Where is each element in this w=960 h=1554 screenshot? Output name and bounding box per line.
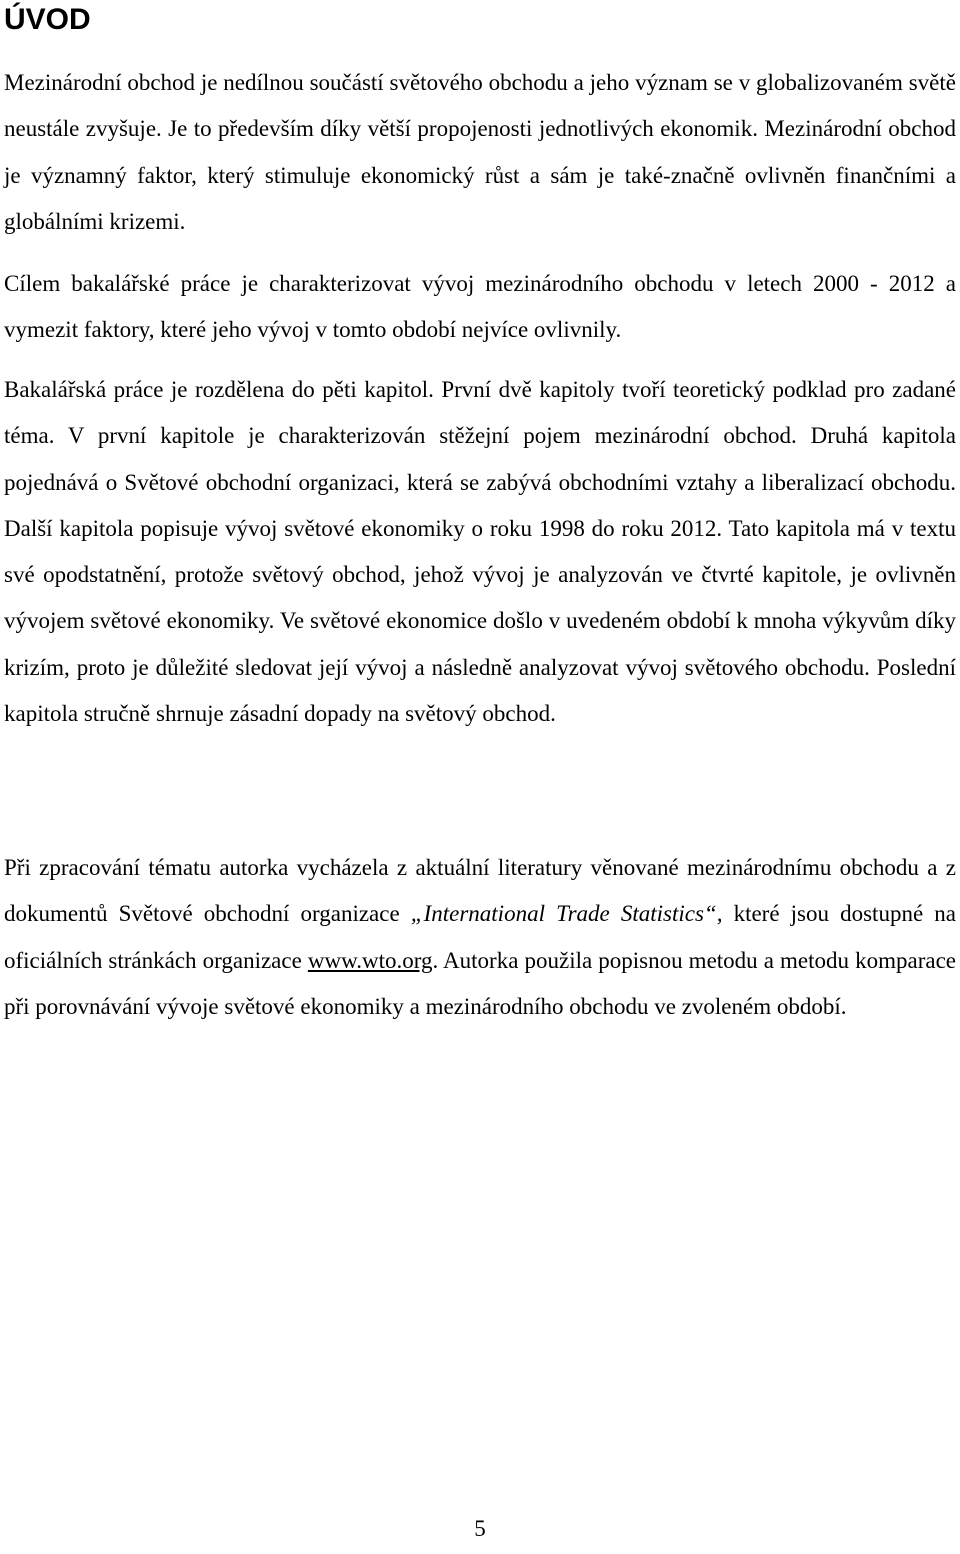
page-title: ÚVOD [4,3,91,36]
paragraph-text: . Autorka použila popisnou metodu a metodu komparace při porovnávání vývoje světové ekonomiky a mezinárodního obchodu ve zvoleném období. [4,947,956,1019]
intro-paragraph-4 [4,845,956,1030]
publication-title: „International Trade Statistics“, [410,901,723,927]
intro-paragraph-2: Cílem bakalářské práce je charakterizovat vývoj mezinárodního obchodu v letech 2000 - 2012 a vymezit faktory, které jeho vývoj v tomto období nejvíce ovlivnily. [4,271,956,343]
paragraph-text: Při zpracování tématu autorka vycházela z aktuální literatury věnované mezinárodnímu obchodu a z dokumentů Světové obchodní organizace [4,855,956,927]
intro-paragraph-1: Mezinárodní obchod je nedílnou součástí světového obchodu a jeho význam se v globalizovaném světě neustále zvyšuje. Je to především díky větší propojenosti jednotlivých ekonomik. Mezinárodní obchod je významný faktor, který stimuluje ekonomický růst a sám je také-značně ovlivněn finančními a globálními krizemi. [4,70,956,234]
wto-link[interactable]: www.wto.org [307,947,433,973]
intro-paragraph-3: Bakalářská práce je rozdělena do pěti kapitol. První dvě kapitoly tvoří teoretický podklad pro zadané téma. V první kapitole je charakterizován stěžejní pojem mezinárodní obchod. Druhá kapitola pojednává o Světové obchodní organizaci, která se zabývá obchodními vztahy a liberalizací obchodu. Další kapitola popisuje vývoj světové ekonomiky o roku 1998 do roku 2012. Tato kapitola má v textu své opodstatnění, protože světový obchod, jehož vývoj je analyzován ve čtvrté kapitole, je ovlivněn vývojem světové ekonomiky. Ve světové ekonomice došlo v uvedeném období k mnoha výkyvům díky krizím, proto je důležité sledovat její vývoj a následně analyzovat vývoj světového obchodu. Poslední kapitola stručně shrnuje zásadní dopady na světový obchod. [4,377,956,727]
page-number: 5 [474,1516,486,1541]
paragraph-text: které jsou dostupné na oficiálních stránkách organizace [4,901,956,973]
